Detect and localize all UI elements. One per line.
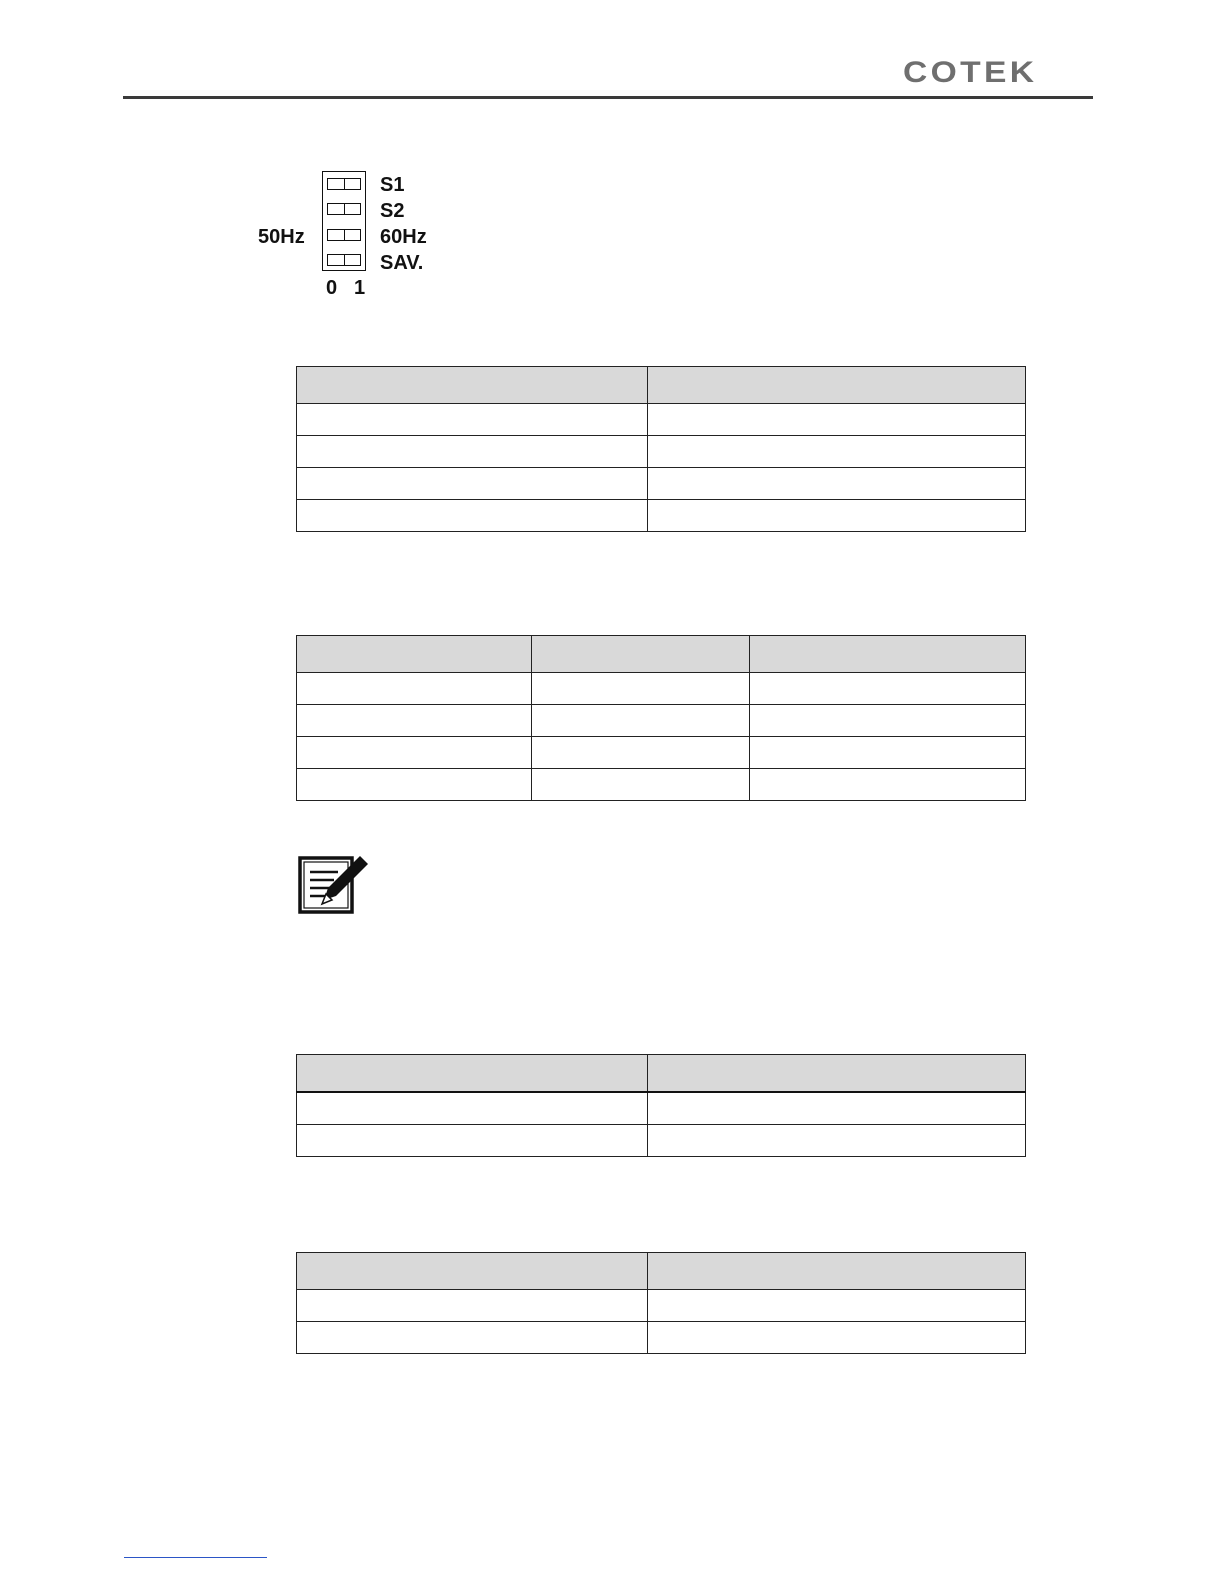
table-header-cell [648, 1253, 1026, 1290]
label-60hz: 60Hz [380, 226, 427, 248]
table-cell [532, 737, 750, 769]
footer-link-underline [124, 1557, 267, 1558]
table-header-cell [648, 1055, 1026, 1093]
table-cell [297, 673, 532, 705]
table-header-cell [532, 636, 750, 673]
brand-logo: COTEK [903, 56, 1038, 89]
table-cell [648, 500, 1026, 532]
table-header-cell [297, 1253, 648, 1290]
settings-table-2 [296, 635, 1026, 801]
table-cell [532, 769, 750, 801]
table-header-cell [297, 367, 648, 404]
table-row [297, 468, 1026, 500]
label-50hz: 50Hz [258, 226, 305, 248]
table-cell [297, 1125, 648, 1157]
dip-switch-s1 [327, 178, 361, 190]
table-row [297, 500, 1026, 532]
table-row [297, 1125, 1026, 1157]
table-header-cell [648, 367, 1026, 404]
table-header-row [297, 367, 1026, 404]
table-cell [750, 705, 1026, 737]
table-cell [297, 436, 648, 468]
table-cell [297, 737, 532, 769]
settings-table-1 [296, 366, 1026, 532]
table-header-row [297, 1055, 1026, 1093]
table-header-row [297, 1253, 1026, 1290]
table-row [297, 769, 1026, 801]
dip-switch-sav [327, 254, 361, 266]
table-cell [532, 673, 750, 705]
table-cell [297, 1322, 648, 1354]
table-cell [750, 737, 1026, 769]
label-position-0: 0 [326, 277, 338, 299]
table-cell [648, 1322, 1026, 1354]
table-row [297, 436, 1026, 468]
table-row [297, 737, 1026, 769]
label-sav: SAV. [380, 252, 424, 274]
table-cell [648, 468, 1026, 500]
header-divider [123, 96, 1093, 99]
settings-table-3 [296, 1054, 1026, 1157]
table-cell [297, 1092, 648, 1125]
table-cell [750, 769, 1026, 801]
table-header-cell [297, 1055, 648, 1093]
dip-switch-freq [327, 229, 361, 241]
label-position-1: 1 [354, 277, 366, 299]
note-pencil-icon [298, 850, 370, 916]
table-row [297, 404, 1026, 436]
table-row [297, 705, 1026, 737]
table-cell [297, 404, 648, 436]
table-cell [648, 436, 1026, 468]
table-cell [648, 1092, 1026, 1125]
table-cell [297, 468, 648, 500]
table-cell [648, 404, 1026, 436]
table-cell [648, 1290, 1026, 1322]
label-s1: S1 [380, 174, 405, 196]
table-cell [297, 769, 532, 801]
table-header-cell [297, 636, 532, 673]
table-cell [648, 1125, 1026, 1157]
table-row [297, 1322, 1026, 1354]
table-row [297, 1290, 1026, 1322]
table-cell [297, 705, 532, 737]
table-cell [297, 1290, 648, 1322]
dip-switch-s2 [327, 203, 361, 215]
settings-table-4 [296, 1252, 1026, 1354]
table-cell [532, 705, 750, 737]
table-header-cell [750, 636, 1026, 673]
table-row [297, 673, 1026, 705]
table-header-row [297, 636, 1026, 673]
table-cell [750, 673, 1026, 705]
label-s2: S2 [380, 200, 405, 222]
table-cell [297, 500, 648, 532]
dip-switch-body [322, 171, 366, 271]
table-row [297, 1092, 1026, 1125]
